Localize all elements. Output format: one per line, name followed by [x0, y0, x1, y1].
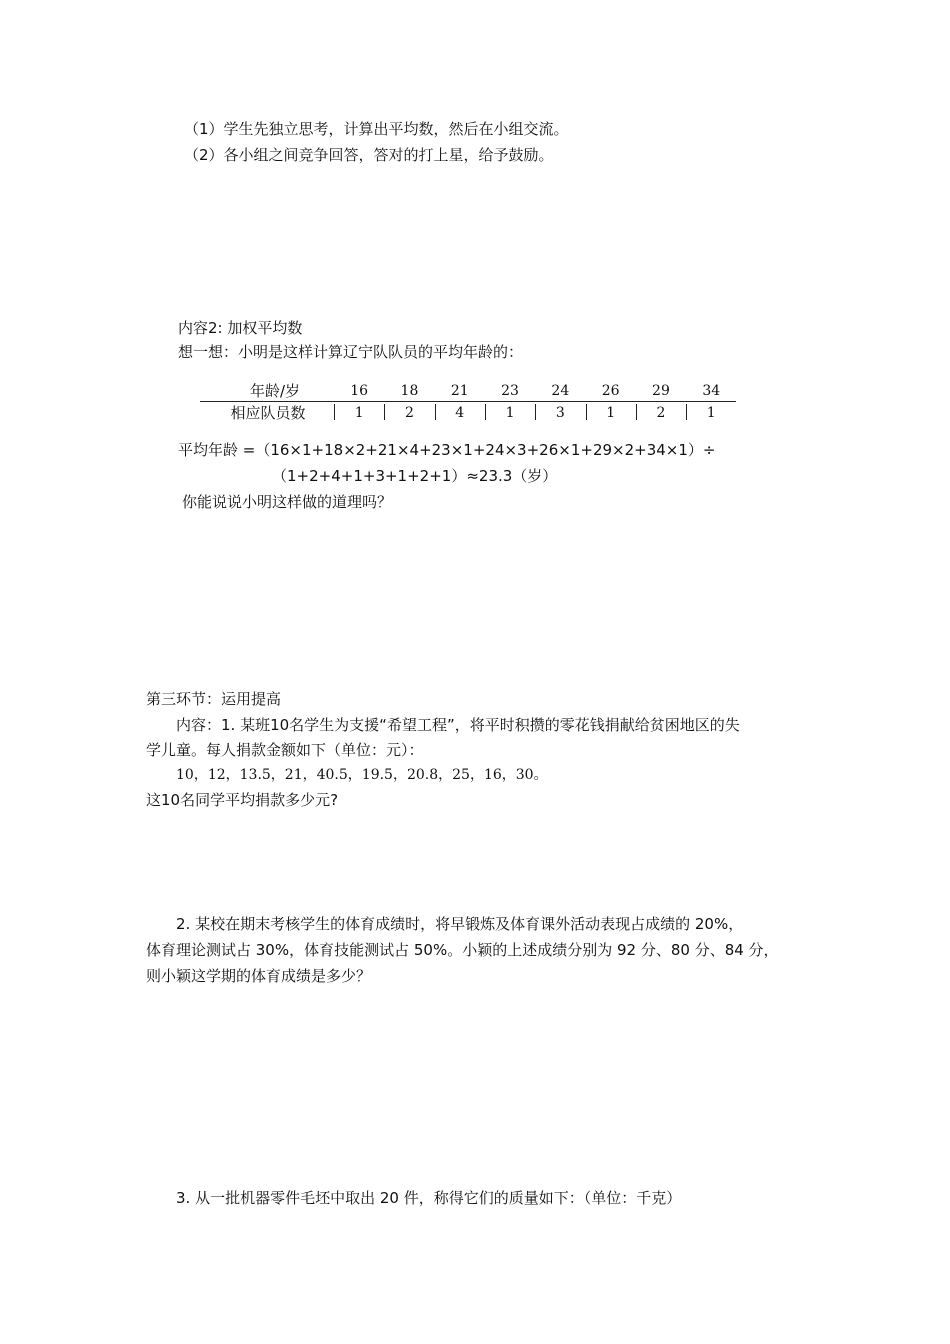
count-cell: 3 — [555, 405, 565, 421]
count-cell: 1 — [354, 405, 364, 421]
table-rule — [200, 401, 736, 402]
count-cell: 4 — [455, 405, 465, 421]
think-prompt: 想一想：小明是这样计算辽宁队队员的平均年龄的： — [178, 343, 524, 361]
age-cell: 23 — [501, 383, 519, 399]
count-cell: 1 — [606, 405, 616, 421]
count-cell: 2 — [656, 405, 666, 421]
problem-1-line-1: 内容：1. 某班10名学生为支援“希望工程”，将平时积攒的零花钱捐献给贫困地区的失 — [176, 716, 740, 734]
formula-line-1: 平均年龄 =（16×1+18×2+21×4+23×1+24×3+26×1+29×2+34×1）÷ — [178, 441, 716, 459]
column-separator — [485, 404, 486, 420]
column-separator — [686, 404, 687, 420]
problem-2-line-2: 体育理论测试占 30%，体育技能测试占 50%。小颖的上述成绩分别为 92 分、80 分、84 分， — [146, 941, 779, 959]
age-cell: 24 — [551, 383, 570, 399]
age-cell: 21 — [450, 383, 469, 399]
problem-1-data: 10，12，13.5，21，40.5，19.5，20.8，25，16，30。 — [176, 767, 548, 783]
age-cell: 29 — [652, 383, 670, 399]
count-cell: 2 — [404, 405, 414, 421]
count-cell: 1 — [706, 405, 716, 421]
age-table — [200, 380, 736, 424]
column-separator — [384, 404, 385, 420]
count-row-label: 相应队员数 — [230, 404, 306, 422]
age-cell: 18 — [400, 383, 419, 399]
problem-2-line-3: 则小颖这学期的体育成绩是多少？ — [146, 967, 372, 985]
age-cell: 26 — [601, 383, 620, 399]
column-separator — [636, 404, 637, 420]
formula-line-2: （1+2+4+1+3+1+2+1）≈23.3（岁） — [272, 467, 558, 485]
problem-3-line-1: 3. 从一批机器零件毛坯中取出 20 件，称得它们的质量如下：（单位：千克） — [176, 1189, 682, 1207]
reasoning-question: 你能说说小明这样做的道理吗？ — [182, 493, 393, 511]
column-separator — [435, 404, 436, 420]
age-cell: 16 — [350, 383, 369, 399]
problem-1-line-2: 学儿童。每人捐款金额如下（单位：元）： — [146, 741, 424, 759]
column-separator — [535, 404, 536, 420]
age-row-label: 年龄/岁 — [249, 382, 301, 400]
age-cell: 34 — [702, 383, 721, 399]
content-2-title: 内容2: 加权平均数 — [178, 319, 303, 337]
count-cell: 1 — [505, 405, 515, 421]
column-separator — [334, 404, 335, 420]
step-2-text: （2）各小组之间竞争回答，答对的打上星，给予鼓励。 — [184, 146, 554, 164]
step-1-text: （1）学生先独立思考，计算出平均数，然后在小组交流。 — [184, 120, 569, 138]
column-separator — [586, 404, 587, 420]
section-3-heading: 第三环节：运用提高 — [146, 690, 282, 708]
problem-2-line-1: 2. 某校在期末考核学生的体育成绩时，将早锻炼及体育课外活动表现占成绩的 20%， — [176, 915, 744, 933]
problem-1-question: 这10名同学平均捐款多少元? — [146, 791, 339, 809]
